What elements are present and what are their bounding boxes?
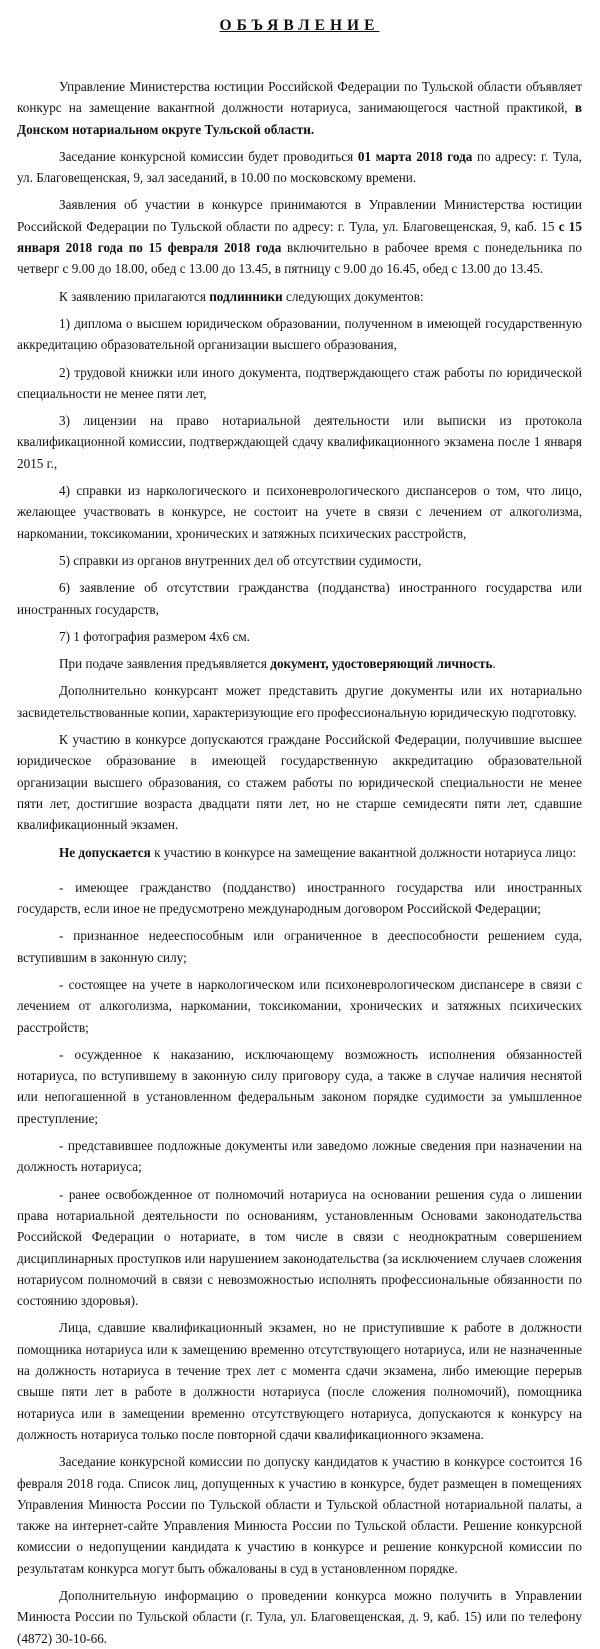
document-item: 2) трудовой книжки или иного документа, подтверждающего стаж работы по юридической специальности не менее пяти лет, bbox=[17, 364, 582, 401]
document-item: 4) справки из наркологического и психоневрологического диспансеров о том, что лицо, желающее участвовать в конкурсе, не состоит на учете в связи с лечением от алкоголизма, наркомании, токсикомании, хронических и затяжных психических расстройств, bbox=[17, 483, 582, 541]
exclusion-item: - представившее подложные документы или заведомо ложные сведения при назначении на должность нотариуса; bbox=[17, 1138, 582, 1175]
document-item: 1) диплома о высшем юридическом образовании, полученном в имеющей государственную аккредитацию образовательной организации высшего образования, bbox=[17, 315, 582, 353]
exclusion-item: - состоящее на учете в наркологическом или психоневрологическом диспансере в связи с лечением от алкоголизма, наркомании, токсикомании, хронических и затяжных психических расстройств; bbox=[17, 976, 582, 1035]
additional-documents-paragraph: Дополнительно конкурсант может представить другие документы или их нотариально засвидетельствованные копии, характеризующие его профессиональную юридическую подготовку. bbox=[17, 683, 582, 720]
document-item: 5) справки из органов внутренних дел об отсутствии судимости, bbox=[59, 552, 422, 568]
admission-meeting-paragraph: Заседание конкурсной комиссии по допуску кандидатов к участию в конкурсе состоится 16 февраля 2018 года. Список лиц, допущенных к участию в конкурсе, будет размещен в помещениях Управления Минюста России по Тульской области и Тульской областной нотариальной палаты, а также на интернет-сайте Управления Минюста России по Тульской области. Решение конкурсной комиссии о недопущении кандидата к участию в конкурсе и решение конкурсной комиссии по результатам конкурса могут быть обжалованы в суд в установленном порядке. bbox=[17, 1454, 582, 1576]
document-item: 7) 1 фотография размером 4х6 см. bbox=[59, 628, 250, 644]
exclusion-item: - имеющее гражданство (подданство) иностранного государства или иностранных государств, если иное не предусмотрено международным договором Российской Федерации; bbox=[17, 879, 582, 917]
meeting-paragraph: Заседание конкурсной комиссии будет проводиться 01 марта 2018 года по адресу: г. Тула, ул. Благовещенская, 9, зал заседаний, в 10.00 по московскому времени. bbox=[17, 148, 582, 186]
contacts-paragraph: Дополнительную информацию о проведении конкурса можно получить в Управлении Минюста России по Тульской области (г. Тула, ул. Благовещенская, д. 9, каб. 15) или по телефону (4872) 30-10-66. bbox=[17, 1588, 582, 1646]
district-name: в Донском нотариальном округе Тульской области. bbox=[17, 100, 582, 137]
meeting-date: 01 марта 2018 года bbox=[357, 148, 473, 164]
admission-requirements-paragraph: К участию в конкурсе допускаются граждане Российской Федерации, получившие высшее юридическое образование в имеющей государственную аккредитацию образовательной организации высшего образования, со стажем работы по юридической специальности не менее пяти лет, достигшие возраста двадцати пяти лет, но не старше семидесяти пяти лет, сдавшие квалификационный экзамен. bbox=[17, 732, 582, 833]
identity-paragraph: При подаче заявления предъявляется документ, удостоверяющий личность. bbox=[59, 656, 496, 672]
application-period: с 15 января 2018 года по 15 февраля 2018 года bbox=[17, 218, 582, 256]
applications-paragraph: Заявления об участии в конкурсе принимаются в Управлении Министерства юстиции Российской Федерации по Тульской области по адресу: г. Тула, ул. Благовещенская, 9, каб. 15 с 15 января 2018 года по 15 февраля 2018 года включительно в рабочее время с понедельника по четверг с 9.00 до 18.00, обед с 13.00 до 13.45, в пятницу с 9.00 до 16.45, обед с 13.00 до 13.45. bbox=[17, 197, 582, 277]
exam-holders-paragraph: Лица, сдавшие квалификационный экзамен, но не приступившие к работе в должности помощника нотариуса или к замещению временно отсутствующего нотариуса, или не назначенные на должность нотариуса в течение трех лет с момента сдачи экзамена, либо имеющие перерыв свыше пяти лет в работе в должности нотариуса (после сложения полномочий), помощника нотариуса или в замещении временно отсутствующего нотариуса, допускаются к конкурсу на должность нотариуса только после повторной сдачи квалификационного экзамена. bbox=[17, 1320, 582, 1442]
documents-intro: К заявлению прилагаются подлинники следующих документов: bbox=[59, 288, 424, 304]
exclusion-item: - осужденное к наказанию, исключающему возможность исполнения обязанностей нотариуса, по вступившему в законную силу приговору суда, а также в случае наличия неснятой или непогашенной в установленном федеральным законом порядке судимости за умышленное преступление; bbox=[17, 1046, 582, 1126]
document-item: 3) лицензии на право нотариальной деятельности или выписки из протокола квалификационной комиссии, подтверждающей сдачу квалификационного экзамена после 1 января 2015 г., bbox=[17, 413, 582, 471]
exclusion-item: - ранее освобожденное от полномочий нотариуса на основании решения суда о лишении права нотариальной деятельности по основаниям, установленным Основами законодательства Российской Федерации о нотариате, в том числе в связи с неоднократным совершением дисциплинарных проступков или нарушением законодательства (за исключением случаев сложения нотариусом полномочий в связи с невозможностью исполнять профессиональные обязанности по состоянию здоровья). bbox=[17, 1186, 582, 1309]
intro-paragraph: Управление Министерства юстиции Российской Федерации по Тульской области объявляет конкурс на замещение вакантной должности нотариуса, занимающегося частной практикой, в Донском нотариальном округе Тульской области. bbox=[17, 79, 582, 137]
document-item: 6) заявление об отсутствии гражданства (подданства) иностранного государства или иностранных государств, bbox=[17, 580, 582, 617]
exclusion-item: - признанное недееспособным или ограниченное в дееспособности решением суда, вступившим в законную силу; bbox=[17, 928, 582, 965]
not-admitted-heading: Не допускается к участию в конкурсе на замещение вакантной должности нотариуса лицо: bbox=[59, 844, 577, 860]
document-title: ОБЪЯВЛЕНИЕ bbox=[219, 17, 380, 34]
